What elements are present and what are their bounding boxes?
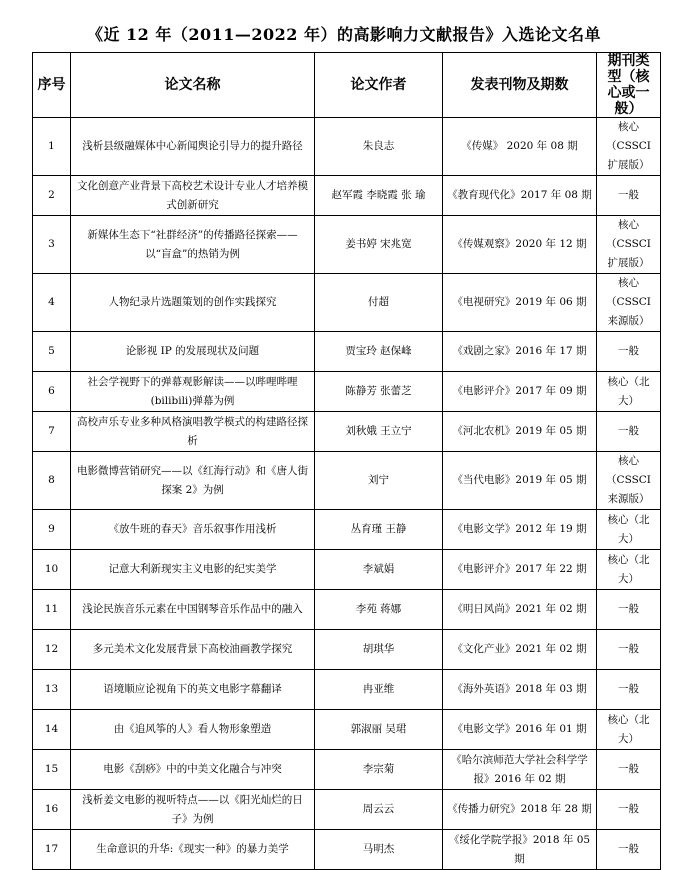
cell-journal-type: 核心（北大） <box>597 510 661 550</box>
table-row <box>33 412 661 452</box>
cell-no: 12 <box>33 630 71 670</box>
cell-author: 李宗菊 <box>315 750 443 790</box>
cell-publication: 《教育现代化》2017 年 08 期 <box>443 176 597 216</box>
cell-author: 姜书婷 宋兆宽 <box>315 216 443 274</box>
cell-paper-title: 由《追风筝的人》看人物形象塑造 <box>71 710 315 750</box>
cell-paper-title: 论影视 IP 的发展现状及问题 <box>71 332 315 372</box>
cell-author: 李苑 蒋娜 <box>315 590 443 630</box>
cell-journal-type: 核心（北大） <box>597 710 661 750</box>
table-row <box>33 452 661 510</box>
cell-no: 7 <box>33 412 71 452</box>
table-row <box>33 274 661 332</box>
cell-journal-type: 一般 <box>597 332 661 372</box>
cell-publication: 《文化产业》2021 年 02 期 <box>443 630 597 670</box>
cell-paper-title: 浅析姜文电影的视听特点——以《阳光灿烂的日子》为例 <box>71 790 315 830</box>
cell-author: 胡琪华 <box>315 630 443 670</box>
cell-paper-title: 生命意识的升华:《现实一种》的暴力美学 <box>71 830 315 870</box>
cell-no: 10 <box>33 550 71 590</box>
cell-author: 陈静芳 张蕾芝 <box>315 372 443 412</box>
table-row <box>33 830 661 870</box>
cell-journal-type: 核心（北大） <box>597 372 661 412</box>
cell-journal-type: 核心（CSSCI 来源版） <box>597 452 661 510</box>
cell-paper-title: 电影《刮痧》中的中美文化融合与冲突 <box>71 750 315 790</box>
cell-author: 赵军霞 李晓霞 张 瑜 <box>315 176 443 216</box>
cell-no: 14 <box>33 710 71 750</box>
table-row <box>33 630 661 670</box>
cell-paper-title: 社会学视野下的弹幕观影解读——以哔哩哔哩(bilibili)弹幕为例 <box>71 372 315 412</box>
cell-paper-title: 记意大利新现实主义电影的纪实美学 <box>71 550 315 590</box>
header-journal-type: 期刊类型（核心或一般） <box>597 53 661 118</box>
table-row <box>33 550 661 590</box>
cell-no: 2 <box>33 176 71 216</box>
cell-paper-title: 多元美术文化发展背景下高校油画教学探究 <box>71 630 315 670</box>
table-row <box>33 332 661 372</box>
cell-journal-type: 核心（北大） <box>597 550 661 590</box>
cell-journal-type: 一般 <box>597 790 661 830</box>
cell-no: 3 <box>33 216 71 274</box>
cell-publication: 《当代电影》2019 年 05 期 <box>443 452 597 510</box>
header-publication: 发表刊物及期数 <box>443 53 597 118</box>
cell-paper-title: 《放牛班的春天》音乐叙事作用浅析 <box>71 510 315 550</box>
cell-publication: 《绥化学院学报》2018 年 05 期 <box>443 830 597 870</box>
cell-publication: 《传媒观察》2020 年 12 期 <box>443 216 597 274</box>
cell-publication: 《戏剧之家》2016 年 17 期 <box>443 332 597 372</box>
table-row <box>33 372 661 412</box>
document-title: 《近 12 年（2011—2022 年）的高影响力文献报告》入选论文名单 <box>86 25 602 44</box>
cell-paper-title: 新媒体生态下“社群经济”的传播路径探索——以“盲盒”的热销为例 <box>71 216 315 274</box>
header-paper-title: 论文名称 <box>71 53 315 118</box>
table-row <box>33 590 661 630</box>
header-author: 论文作者 <box>315 53 443 118</box>
table-header-row <box>33 53 661 118</box>
cell-publication: 《电影评介》2017 年 09 期 <box>443 372 597 412</box>
cell-journal-type: 一般 <box>597 590 661 630</box>
cell-author: 贾宝玲 赵保峰 <box>315 332 443 372</box>
cell-no: 6 <box>33 372 71 412</box>
table-row <box>33 790 661 830</box>
table-row <box>33 216 661 274</box>
cell-author: 郭淑丽 吴珺 <box>315 710 443 750</box>
cell-publication: 《哈尔滨师范大学社会科学学报》2016 年 02 期 <box>443 750 597 790</box>
cell-paper-title: 语境顺应论视角下的英文电影字幕翻译 <box>71 670 315 710</box>
cell-author: 刘秋娥 王立宁 <box>315 412 443 452</box>
cell-journal-type: 核心（CSSCI 来源版） <box>597 274 661 332</box>
cell-no: 4 <box>33 274 71 332</box>
cell-publication: 《明日风尚》2021 年 02 期 <box>443 590 597 630</box>
cell-no: 16 <box>33 790 71 830</box>
cell-journal-type: 一般 <box>597 670 661 710</box>
cell-no: 8 <box>33 452 71 510</box>
cell-journal-type: 核心（CSSCI 扩展版） <box>597 216 661 274</box>
cell-journal-type: 一般 <box>597 830 661 870</box>
cell-paper-title: 浅论民族音乐元素在中国钢琴音乐作品中的融入 <box>71 590 315 630</box>
cell-author: 周云云 <box>315 790 443 830</box>
cell-publication: 《电影文学》2012 年 19 期 <box>443 510 597 550</box>
cell-publication: 《电视研究》2019 年 06 期 <box>443 274 597 332</box>
table-row <box>33 750 661 790</box>
cell-author: 朱良志 <box>315 118 443 176</box>
table-row <box>33 710 661 750</box>
cell-paper-title: 人物纪录片选题策划的创作实践探究 <box>71 274 315 332</box>
cell-publication: 《传播力研究》2018 年 28 期 <box>443 790 597 830</box>
cell-no: 15 <box>33 750 71 790</box>
cell-no: 1 <box>33 118 71 176</box>
cell-author: 冉亚维 <box>315 670 443 710</box>
cell-journal-type: 一般 <box>597 630 661 670</box>
cell-paper-title: 文化创意产业背景下高校艺术设计专业人才培养模式创新研究 <box>71 176 315 216</box>
cell-paper-title: 电影微博营销研究——以《红海行动》和《唐人街探案 2》为例 <box>71 452 315 510</box>
cell-no: 9 <box>33 510 71 550</box>
cell-publication: 《电影文学》2016 年 01 期 <box>443 710 597 750</box>
cell-publication: 《电影评介》2017 年 22 期 <box>443 550 597 590</box>
paper-list-table <box>32 52 661 870</box>
cell-publication: 《传媒》 2020 年 08 期 <box>443 118 597 176</box>
table-row <box>33 510 661 550</box>
cell-author: 付超 <box>315 274 443 332</box>
cell-no: 17 <box>33 830 71 870</box>
cell-author: 李斌娟 <box>315 550 443 590</box>
cell-publication: 《海外英语》2018 年 03 期 <box>443 670 597 710</box>
header-no: 序号 <box>33 53 71 118</box>
cell-author: 丛育瑾 王静 <box>315 510 443 550</box>
cell-publication: 《河北农机》2019 年 05 期 <box>443 412 597 452</box>
cell-no: 13 <box>33 670 71 710</box>
table-row <box>33 670 661 710</box>
cell-no: 11 <box>33 590 71 630</box>
cell-journal-type: 一般 <box>597 176 661 216</box>
cell-author: 刘宁 <box>315 452 443 510</box>
table-row <box>33 118 661 176</box>
cell-journal-type: 核心（CSSCI 扩展版） <box>597 118 661 176</box>
cell-paper-title: 浅析县级融媒体中心新闻舆论引导力的提升路径 <box>71 118 315 176</box>
cell-journal-type: 一般 <box>597 412 661 452</box>
cell-journal-type: 一般 <box>597 750 661 790</box>
cell-no: 5 <box>33 332 71 372</box>
cell-paper-title: 高校声乐专业多种风格演唱教学模式的构建路径探析 <box>71 412 315 452</box>
cell-author: 马明杰 <box>315 830 443 870</box>
table-row <box>33 176 661 216</box>
